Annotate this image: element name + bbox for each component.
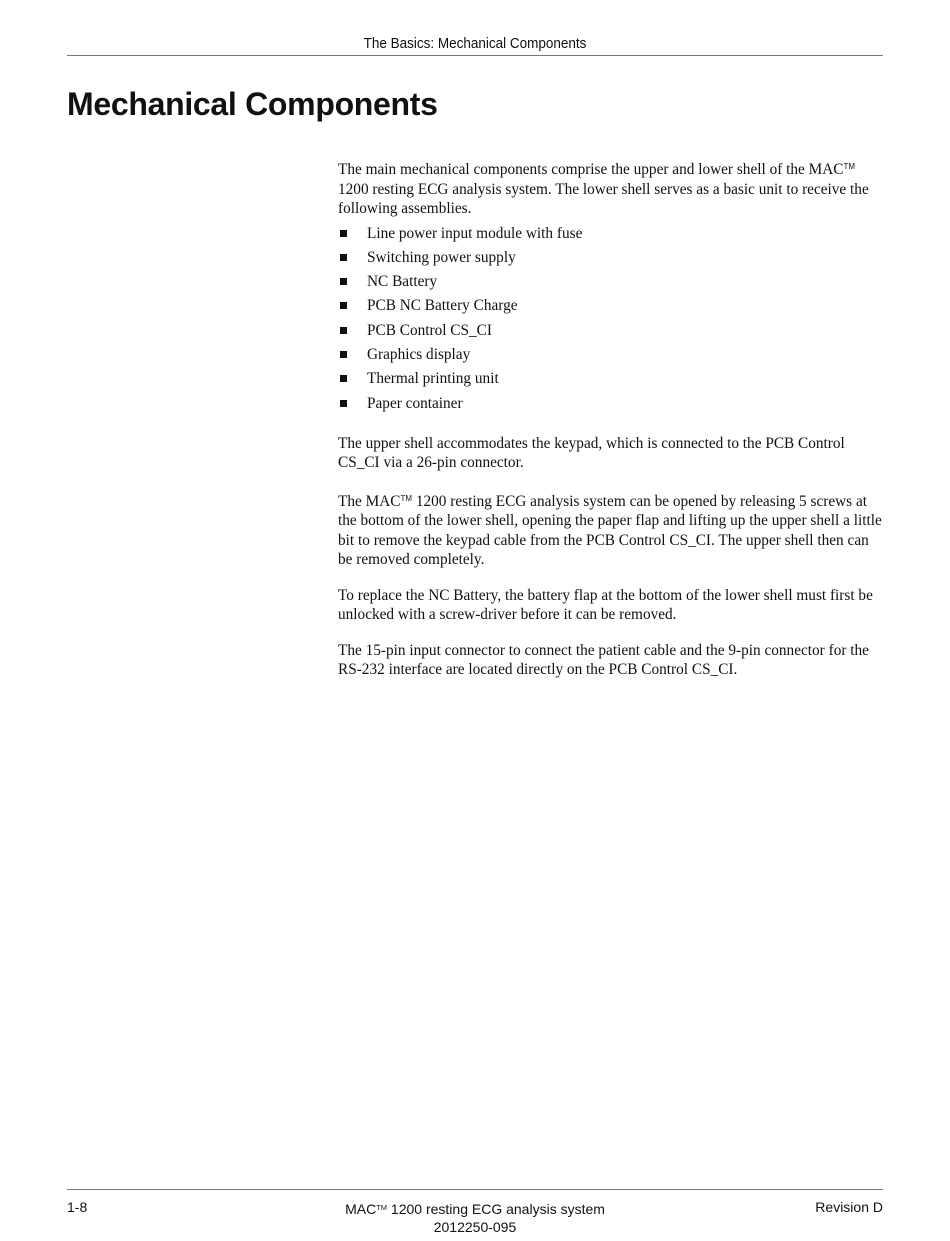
assembly-list <box>338 224 883 418</box>
list-item-text: NC Battery <box>367 273 438 291</box>
square-bullet-icon <box>340 375 347 382</box>
square-bullet-icon <box>340 230 347 237</box>
list-item <box>338 296 883 320</box>
product-name-end: 1200 resting ECG analysis system <box>387 1201 605 1217</box>
square-bullet-icon <box>340 278 347 285</box>
opening-text-end: 1200 resting ECG analysis system can be opened by releasing 5 screws at the bottom of the lower shell, opening the paper flap and lifting up the upper shell a little bit to remove the keypad cable from the PCB Control CS_CI. The upper shell then can be removed completely. <box>338 492 882 569</box>
list-item <box>338 248 883 272</box>
square-bullet-icon <box>340 351 347 358</box>
list-item-text: Line power input module with fuse <box>367 224 583 242</box>
trademark-mark: TM <box>400 493 413 503</box>
running-header: The Basics: Mechanical Components <box>363 35 587 52</box>
intro-text-start: The main mechanical components comprise the upper and lower shell of the MAC <box>338 161 844 178</box>
trademark-mark: TM <box>376 1203 388 1212</box>
body-column <box>338 157 883 680</box>
intro-text-end: 1200 resting ECG analysis system. The lower shell serves as a basic unit to receive the following assemblies. <box>338 180 869 217</box>
battery-paragraph: To replace the NC Battery, the battery flap at the bottom of the lower shell must first be unlocked with a screw-driver before it can be removed. <box>338 586 873 624</box>
footer-product-info <box>67 1199 883 1236</box>
list-item-text: Switching power supply <box>367 248 516 266</box>
list-item <box>338 394 883 418</box>
list-item-text: Graphics display <box>367 345 471 363</box>
page-number: 1-8 <box>67 1199 88 1215</box>
list-item <box>338 321 883 345</box>
footer-divider <box>67 1189 883 1190</box>
square-bullet-icon <box>340 254 347 261</box>
intro-paragraph <box>338 157 883 219</box>
opening-text-start: The MAC <box>338 492 401 510</box>
trademark-mark: TM <box>843 162 856 171</box>
document-number: 2012250-095 <box>433 1219 517 1235</box>
list-item <box>338 345 883 369</box>
list-item-text: Paper container <box>367 394 463 412</box>
list-item-text: PCB Control CS_CI <box>367 321 492 339</box>
page-title: Mechanical Components <box>67 86 438 122</box>
opening-paragraph <box>338 489 883 570</box>
revision-label: Revision D <box>815 1199 883 1215</box>
product-name <box>67 1199 883 1218</box>
connectors-paragraph: The 15-pin input connector to connect the patient cable and the 9-pin connector for the RS-232 interface are located directly on the PCB Control CS_CI. <box>338 641 869 679</box>
header-divider <box>67 55 883 56</box>
list-item-text: PCB NC Battery Charge <box>367 297 518 315</box>
list-item <box>338 224 883 248</box>
list-item <box>338 369 883 393</box>
list-item-text: Thermal printing unit <box>367 370 499 388</box>
square-bullet-icon <box>340 327 347 334</box>
square-bullet-icon <box>340 400 347 407</box>
list-item <box>338 272 883 296</box>
upper-shell-paragraph: The upper shell accommodates the keypad, which is connected to the PCB Control CS_CI via a 26-pin connector. <box>338 434 845 472</box>
square-bullet-icon <box>340 302 347 309</box>
product-name-start: MAC <box>345 1201 377 1217</box>
